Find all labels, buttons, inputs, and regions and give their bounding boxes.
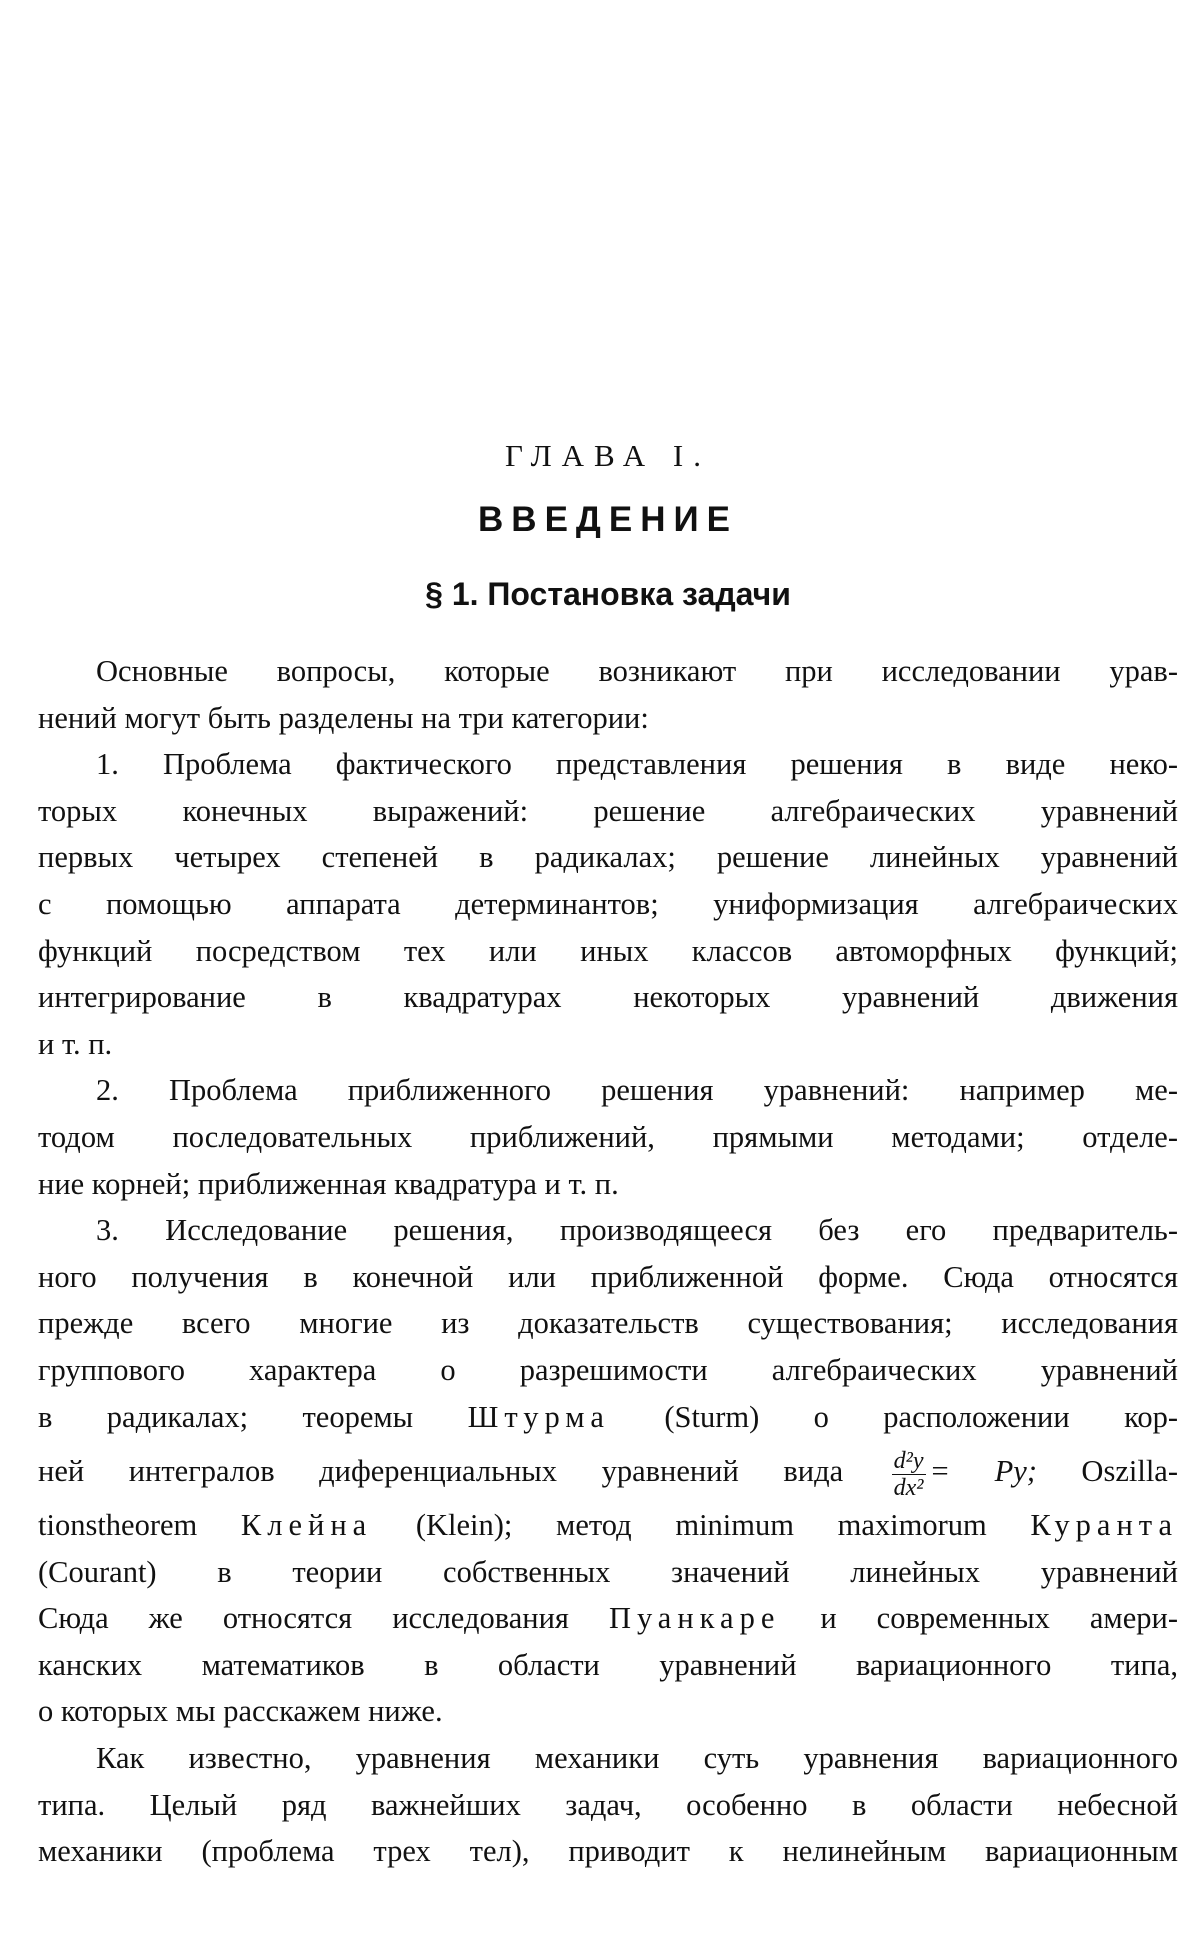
text-line-with-formula	[38, 1440, 1178, 1502]
fraction	[892, 1448, 926, 1501]
text-segment: (Sturm) о расположении кор-	[609, 1399, 1178, 1434]
text-line: типа. Целый ряд важнейших задач, особенно в области небесной	[38, 1787, 1178, 1822]
text-line: нений могут быть разделены на три категории:	[38, 700, 649, 735]
text-line: 2. Проблема приближенного решения уравнений: например ме-	[96, 1073, 1178, 1108]
author-name-courant: Куранта	[1030, 1508, 1179, 1543]
text-line: и т. п.	[38, 1026, 113, 1061]
text-segment: в радикалах; теоремы	[38, 1399, 468, 1434]
fraction-numerator: d²y	[893, 1447, 924, 1474]
author-name-poincare: Пуанкаре	[608, 1601, 781, 1636]
fraction-denominator: dx²	[893, 1474, 924, 1501]
text-line	[38, 1394, 1178, 1441]
text-line: 1. Проблема фактического представления решения в виде неко-	[96, 747, 1178, 782]
equation-rhs: = Py;	[929, 1454, 1037, 1489]
text-line: первых четырех степеней в радикалах; решение линейных уравнений	[38, 840, 1178, 875]
text-line: группового характера о разрешимости алгебраических уравнений	[38, 1352, 1178, 1387]
text-line: Как известно, уравнения механики суть уравнения вариационного	[96, 1741, 1178, 1776]
text-line: с помощью аппарата детерминантов; униформизация алгебраических	[38, 886, 1178, 921]
section-title: § 1. Постановка задачи	[425, 576, 791, 612]
text-line: о которых мы расскажем ниже.	[38, 1694, 443, 1729]
text-segment: Сюда же относятся исследования	[38, 1601, 609, 1636]
text-line: прежде всего многие из доказательств существования; исследования	[38, 1306, 1178, 1341]
text-line: торых конечных выражений: решение алгебраических уравнений	[38, 793, 1178, 828]
text-line: ние корней; приближенная квадратура и т. п.	[38, 1166, 619, 1201]
chapter-label: ГЛАВА I.	[505, 438, 711, 473]
text-line: тодом последовательных приближений, прямыми методами; отделе-	[38, 1119, 1178, 1154]
text-segment: tionstheorem	[38, 1508, 241, 1543]
text-line: функций посредством тех или иных классов автоморфных функций;	[38, 933, 1178, 968]
text-line: Основные вопросы, которые возникают при исследовании урав-	[96, 654, 1178, 688]
text-line: (Courant) в теории собственных значений линейных уравнений	[38, 1554, 1178, 1589]
text-segment: и современных амери-	[780, 1601, 1178, 1636]
text-line: канских математиков в области уравнений вариационного типа,	[38, 1647, 1178, 1682]
chapter-title: ВВЕДЕНИЕ	[478, 500, 738, 539]
body-text	[38, 648, 1178, 1875]
text-line	[38, 1502, 1178, 1549]
text-line: интегрирование в квадратурах некоторых уравнений движения	[38, 980, 1178, 1015]
author-name-klein: Клейна	[240, 1508, 373, 1543]
text-line: ного получения в конечной или приближенной форме. Сюда относятся	[38, 1259, 1178, 1294]
author-name-sturm: Штурма	[467, 1399, 610, 1434]
text-segment: ней интегралов диференциальных уравнений вида	[38, 1454, 888, 1489]
text-line: 3. Исследование решения, производящееся без его предваритель-	[96, 1213, 1178, 1248]
book-page	[38, 0, 1178, 1943]
text-line: механики (проблема трех тел), приводит к нелинейным вариационным	[38, 1834, 1178, 1869]
text-segment: Oszilla-	[1036, 1454, 1178, 1489]
text-segment: (Klein); метод minimum maximorum	[372, 1508, 1031, 1543]
text-line	[38, 1595, 1178, 1642]
